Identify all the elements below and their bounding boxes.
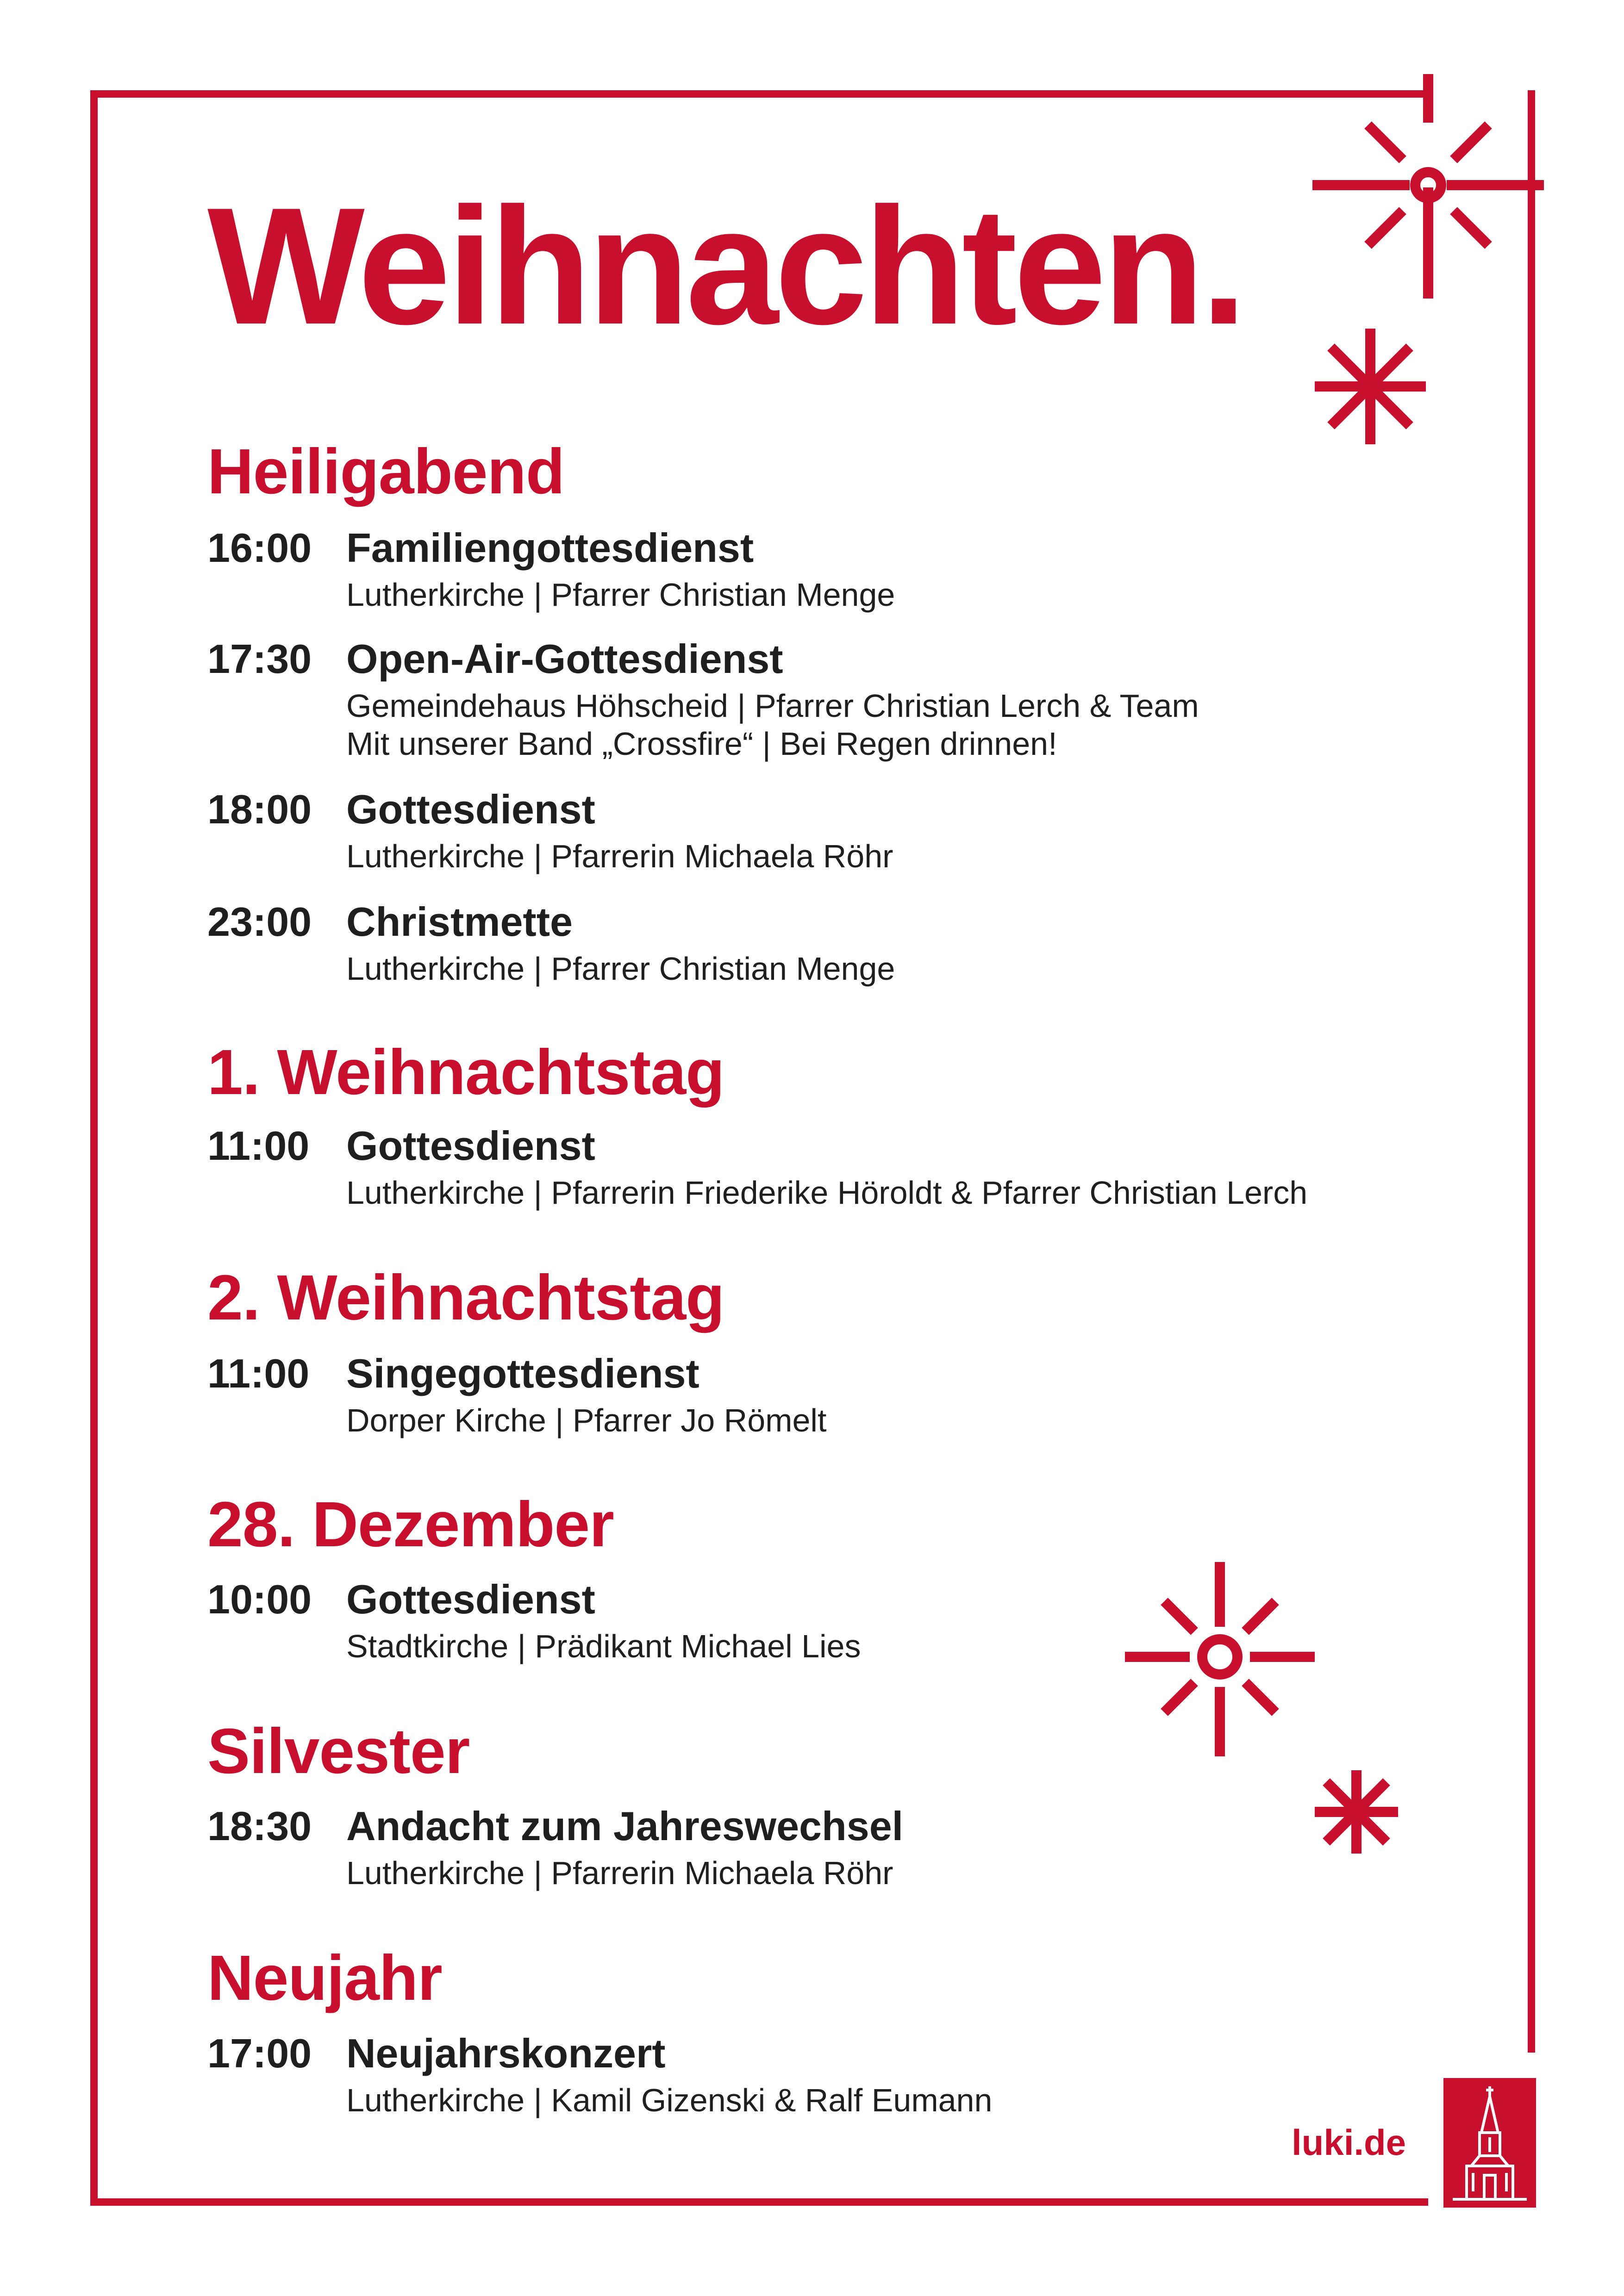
event-detail: Lutherkirche | Pfarrer Christian Menge: [346, 951, 895, 987]
event-title: Christmette: [346, 899, 573, 945]
event-item: [207, 786, 1457, 882]
event-detail: Lutherkirche | Pfarrer Christian Menge: [346, 577, 895, 613]
event-item: [207, 1123, 1457, 1218]
event-title: Open-Air-Gottesdienst: [346, 636, 783, 682]
event-detail: Lutherkirche | Pfarrerin Michaela Röhr: [346, 1855, 893, 1891]
event-detail: Dorper Kirche | Pfarrer Jo Römelt: [346, 1402, 827, 1438]
event-title: Gottesdienst: [346, 1576, 595, 1622]
event-title: Neujahrskonzert: [346, 2030, 666, 2076]
event-time: 23:00: [207, 899, 312, 945]
event-item: [207, 1350, 1457, 1446]
page-title: Weihnachten.: [207, 173, 1243, 359]
event-time: 11:00: [207, 1350, 310, 1396]
star-burst-icon: [1312, 74, 1544, 305]
event-title: Gottesdienst: [346, 1123, 595, 1169]
event-item: [207, 1803, 1457, 1898]
event-detail: Stadtkirche | Prädikant Michael Lies: [346, 1628, 861, 1664]
event-detail: Lutherkirche | Kamil Gizenski & Ralf Eumann: [346, 2082, 993, 2118]
church-logo-icon: [1443, 2078, 1536, 2208]
event-title: Gottesdienst: [346, 786, 595, 832]
section-heading: 28. Dezember: [207, 1489, 614, 1560]
event-title: Andacht zum Jahreswechsel: [346, 1803, 904, 1849]
event-detail: Gemeindehaus Höhscheid | Pfarrer Christian Lerch & Team: [346, 688, 1199, 724]
event-detail: Mit unserer Band „Crossfire“ | Bei Regen drinnen!: [346, 726, 1057, 762]
event-time: 18:30: [207, 1803, 312, 1849]
event-item: [207, 525, 1457, 620]
event-item: [207, 2030, 1457, 2126]
section-heading: Neujahr: [207, 1942, 442, 2014]
event-item: [207, 636, 1457, 768]
event-item: [207, 899, 1457, 994]
event-time: 18:00: [207, 786, 312, 832]
event-time: 11:00: [207, 1123, 310, 1169]
frame-bottom-line: [90, 2198, 1428, 2206]
event-item: [207, 1576, 1457, 1672]
event-detail: Lutherkirche | Pfarrerin Michaela Röhr: [346, 838, 893, 874]
event-time: 10:00: [207, 1576, 312, 1622]
event-detail: Lutherkirche | Pfarrerin Friederike Höroldt & Pfarrer Christian Lerch: [346, 1175, 1308, 1211]
event-title: Singegottesdienst: [346, 1350, 700, 1396]
event-time: 17:30: [207, 636, 312, 682]
section-heading: Silvester: [207, 1716, 470, 1787]
section-heading: 2. Weihnachtstag: [207, 1262, 725, 1333]
frame-right-line: [1528, 90, 1535, 2053]
section-heading: Heiligabend: [207, 436, 565, 507]
event-title: Familiengottesdienst: [346, 525, 754, 571]
website-link[interactable]: luki.de: [1292, 2122, 1406, 2163]
frame-left-line: [90, 90, 98, 2206]
section-heading: 1. Weihnachtstag: [207, 1037, 725, 1108]
event-time: 17:00: [207, 2030, 312, 2076]
event-time: 16:00: [207, 525, 312, 571]
frame-top-line: [90, 90, 1433, 98]
asterisk-icon: [1315, 329, 1426, 444]
